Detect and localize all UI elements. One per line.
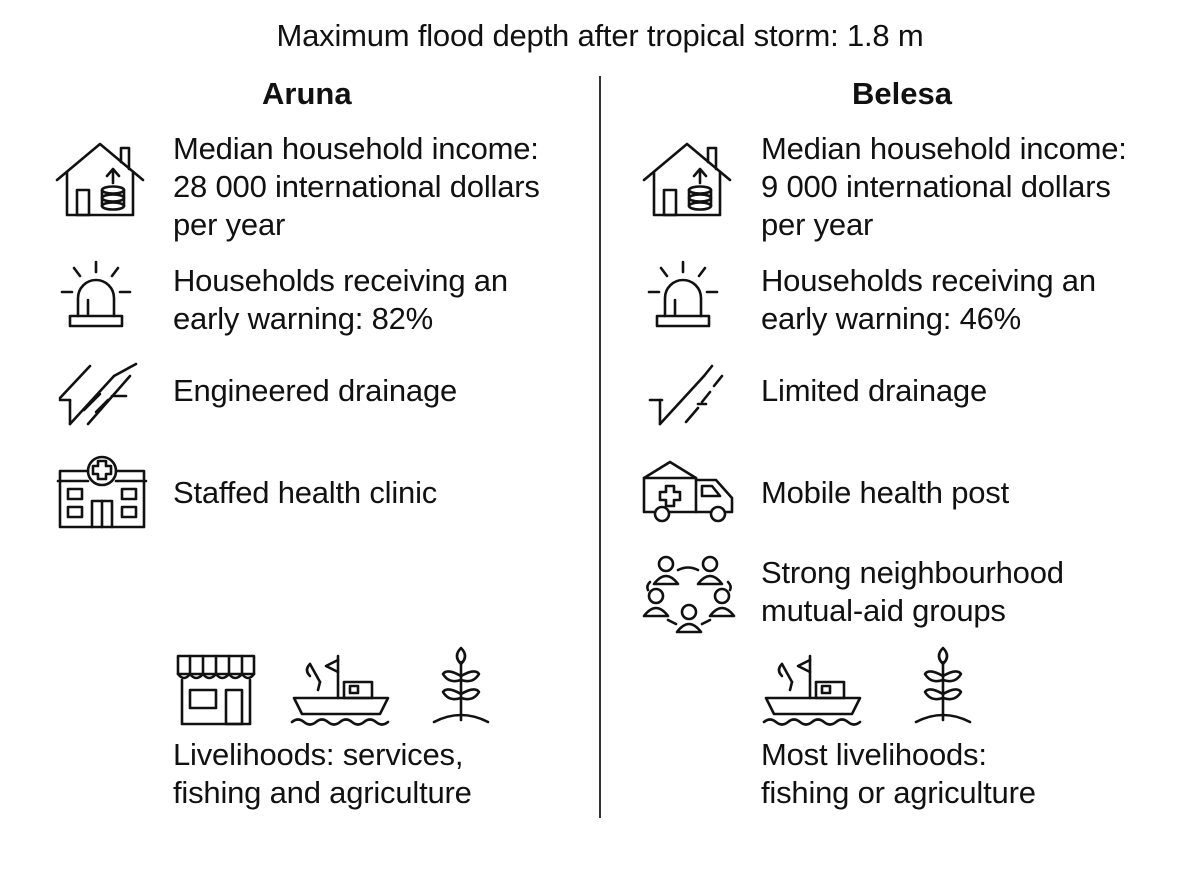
- plant-icon: [430, 646, 492, 731]
- house-savings-icon: [642, 140, 732, 225]
- belesa-heading: Belesa: [852, 76, 952, 111]
- belesa-warning-line-1: Households receiving an: [761, 263, 1096, 298]
- belesa-mutual-aid-line-1: Strong neighbourhood: [761, 555, 1064, 590]
- aruna-livelihoods-line-2: fishing and agriculture: [173, 775, 472, 810]
- belesa-income-line-2: 9 000 international dollars: [761, 169, 1111, 204]
- aruna-warning-line-1: Households receiving an: [173, 263, 508, 298]
- house-savings-icon: [55, 140, 145, 225]
- shop-icon: [176, 654, 256, 731]
- belesa-drainage: Limited drainage: [761, 373, 988, 408]
- belesa-warning-line-2: early warning: 46%: [761, 301, 1022, 336]
- belesa-health: Mobile health post: [761, 475, 1010, 510]
- belesa-mutual-aid-line-2: mutual-aid groups: [761, 593, 1006, 628]
- aruna-warning-line-2: early warning: 82%: [173, 301, 434, 336]
- fishing-boat-icon: [762, 652, 866, 731]
- engineered-drainage-icon: [56, 362, 142, 433]
- aruna-drainage: Engineered drainage: [173, 373, 458, 408]
- alarm-light-icon: [647, 260, 719, 335]
- health-clinic-icon: [56, 455, 148, 535]
- column-divider: [599, 76, 601, 818]
- alarm-light-icon: [60, 260, 132, 335]
- aruna-income-line-3: per year: [173, 207, 286, 242]
- limited-drainage-icon: [646, 362, 726, 433]
- diagram-title: Maximum flood depth after tropical storm: 1.8 m: [276, 18, 924, 53]
- community-group-icon: [642, 554, 738, 641]
- fishing-boat-icon: [290, 652, 394, 731]
- belesa-income-line-3: per year: [761, 207, 874, 242]
- aruna-health: Staffed health clinic: [173, 475, 438, 510]
- belesa-livelihoods-line-1: Most livelihoods:: [761, 737, 987, 772]
- belesa-livelihoods-line-2: fishing or agriculture: [761, 775, 1036, 810]
- aruna-income-line-1: Median household income:: [173, 131, 539, 166]
- aruna-income-line-2: 28 000 international dollars: [173, 169, 540, 204]
- mobile-health-post-icon: [642, 458, 736, 529]
- belesa-income-line-1: Median household income:: [761, 131, 1127, 166]
- aruna-heading: Aruna: [262, 76, 352, 111]
- aruna-livelihoods-line-1: Livelihoods: services,: [173, 737, 464, 772]
- plant-icon: [912, 646, 974, 731]
